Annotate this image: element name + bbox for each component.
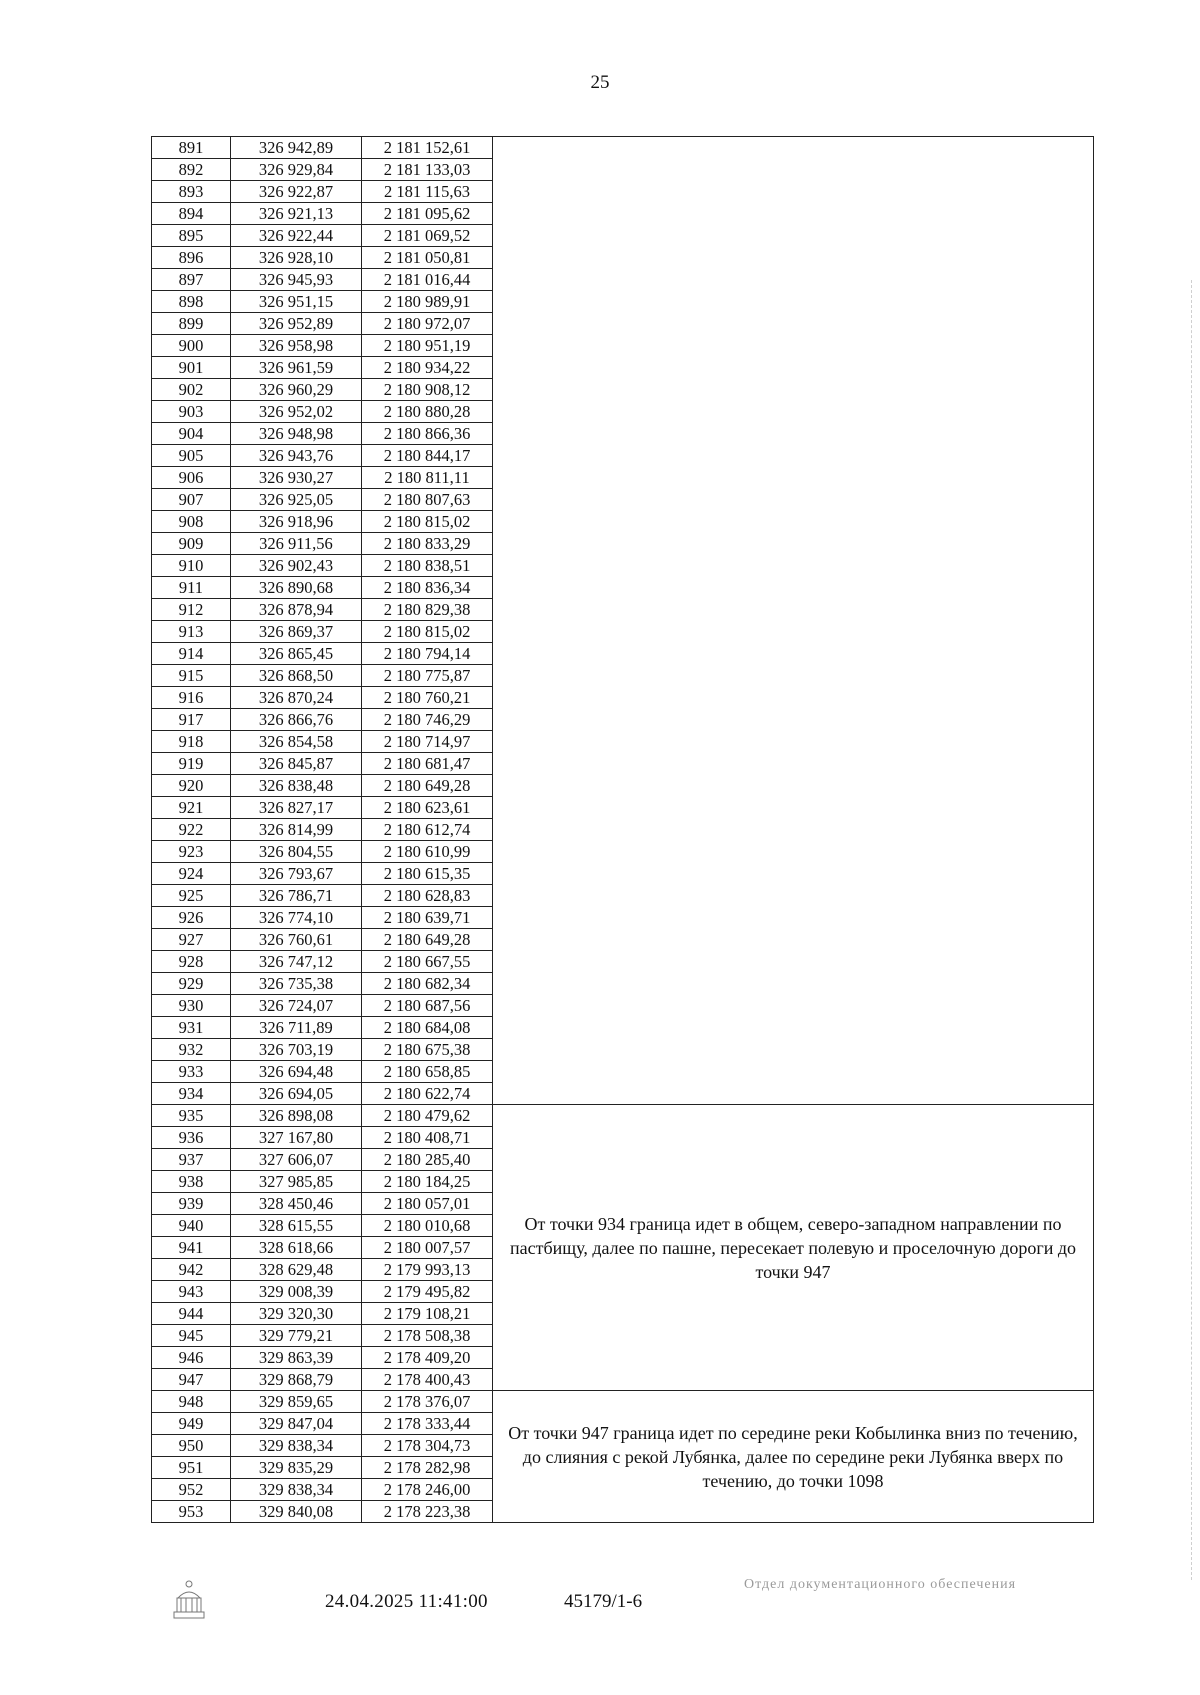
point-number-cell: 898 xyxy=(152,291,231,313)
x-coordinate-cell: 326 890,68 xyxy=(231,577,362,599)
point-number-cell: 910 xyxy=(152,555,231,577)
point-number-cell: 926 xyxy=(152,907,231,929)
boundary-description: От точки 947 граница идет по середине реки Кобылинка вниз по течению, до слияния с рекой Лубянка, далее по середине реки Лубянка вверх по течению, до точки 1098 xyxy=(493,1391,1094,1523)
point-number-cell: 903 xyxy=(152,401,231,423)
x-coordinate-cell: 326 929,84 xyxy=(231,159,362,181)
y-coordinate-cell: 2 180 479,62 xyxy=(362,1105,493,1127)
x-coordinate-cell: 326 845,87 xyxy=(231,753,362,775)
y-coordinate-cell: 2 180 682,34 xyxy=(362,973,493,995)
y-coordinate-cell: 2 178 409,20 xyxy=(362,1347,493,1369)
point-number-cell: 942 xyxy=(152,1259,231,1281)
y-coordinate-cell: 2 180 746,29 xyxy=(362,709,493,731)
x-coordinate-cell: 326 922,87 xyxy=(231,181,362,203)
x-coordinate-cell: 326 930,27 xyxy=(231,467,362,489)
x-coordinate-cell: 326 952,89 xyxy=(231,313,362,335)
y-coordinate-cell: 2 180 811,11 xyxy=(362,467,493,489)
point-number-cell: 899 xyxy=(152,313,231,335)
point-number-cell: 917 xyxy=(152,709,231,731)
y-coordinate-cell: 2 179 108,21 xyxy=(362,1303,493,1325)
x-coordinate-cell: 327 985,85 xyxy=(231,1171,362,1193)
y-coordinate-cell: 2 180 833,29 xyxy=(362,533,493,555)
point-number-cell: 894 xyxy=(152,203,231,225)
x-coordinate-cell: 327 167,80 xyxy=(231,1127,362,1149)
point-number-cell: 911 xyxy=(152,577,231,599)
y-coordinate-cell: 2 180 649,28 xyxy=(362,775,493,797)
y-coordinate-cell: 2 178 400,43 xyxy=(362,1369,493,1391)
x-coordinate-cell: 329 320,30 xyxy=(231,1303,362,1325)
point-number-cell: 923 xyxy=(152,841,231,863)
point-number-cell: 892 xyxy=(152,159,231,181)
y-coordinate-cell: 2 179 993,13 xyxy=(362,1259,493,1281)
y-coordinate-cell: 2 180 681,47 xyxy=(362,753,493,775)
y-coordinate-cell: 2 180 815,02 xyxy=(362,621,493,643)
y-coordinate-cell: 2 180 989,91 xyxy=(362,291,493,313)
table-row xyxy=(152,1391,1094,1413)
point-number-cell: 908 xyxy=(152,511,231,533)
y-coordinate-cell: 2 180 408,71 xyxy=(362,1127,493,1149)
y-coordinate-cell: 2 180 934,22 xyxy=(362,357,493,379)
y-coordinate-cell: 2 180 908,12 xyxy=(362,379,493,401)
x-coordinate-cell: 326 925,05 xyxy=(231,489,362,511)
y-coordinate-cell: 2 180 836,34 xyxy=(362,577,493,599)
point-number-cell: 936 xyxy=(152,1127,231,1149)
emblem-icon xyxy=(172,1578,206,1622)
point-number-cell: 901 xyxy=(152,357,231,379)
point-number-cell: 928 xyxy=(152,951,231,973)
point-number-cell: 925 xyxy=(152,885,231,907)
boundary-description xyxy=(493,137,1094,1105)
x-coordinate-cell: 326 838,48 xyxy=(231,775,362,797)
point-number-cell: 927 xyxy=(152,929,231,951)
y-coordinate-cell: 2 178 223,38 xyxy=(362,1501,493,1523)
point-number-cell: 947 xyxy=(152,1369,231,1391)
y-coordinate-cell: 2 180 684,08 xyxy=(362,1017,493,1039)
x-coordinate-cell: 326 922,44 xyxy=(231,225,362,247)
point-number-cell: 915 xyxy=(152,665,231,687)
x-coordinate-cell: 329 859,65 xyxy=(231,1391,362,1413)
y-coordinate-cell: 2 180 057,01 xyxy=(362,1193,493,1215)
point-number-cell: 934 xyxy=(152,1083,231,1105)
point-number-cell: 948 xyxy=(152,1391,231,1413)
y-coordinate-cell: 2 180 829,38 xyxy=(362,599,493,621)
footer-datetime: 24.04.2025 11:41:00 xyxy=(325,1591,488,1612)
x-coordinate-cell: 326 878,94 xyxy=(231,599,362,621)
point-number-cell: 919 xyxy=(152,753,231,775)
y-coordinate-cell: 2 178 333,44 xyxy=(362,1413,493,1435)
point-number-cell: 914 xyxy=(152,643,231,665)
point-number-cell: 939 xyxy=(152,1193,231,1215)
y-coordinate-cell: 2 180 667,55 xyxy=(362,951,493,973)
x-coordinate-cell: 326 869,37 xyxy=(231,621,362,643)
table-row xyxy=(152,137,1094,159)
x-coordinate-cell: 326 694,05 xyxy=(231,1083,362,1105)
x-coordinate-cell: 326 958,98 xyxy=(231,335,362,357)
table-row xyxy=(152,1105,1094,1127)
point-number-cell: 931 xyxy=(152,1017,231,1039)
x-coordinate-cell: 326 942,89 xyxy=(231,137,362,159)
y-coordinate-cell: 2 178 508,38 xyxy=(362,1325,493,1347)
y-coordinate-cell: 2 180 880,28 xyxy=(362,401,493,423)
x-coordinate-cell: 326 747,12 xyxy=(231,951,362,973)
x-coordinate-cell: 326 814,99 xyxy=(231,819,362,841)
point-number-cell: 891 xyxy=(152,137,231,159)
y-coordinate-cell: 2 180 658,85 xyxy=(362,1061,493,1083)
y-coordinate-cell: 2 180 639,71 xyxy=(362,907,493,929)
x-coordinate-cell: 329 838,34 xyxy=(231,1435,362,1457)
x-coordinate-cell: 326 865,45 xyxy=(231,643,362,665)
x-coordinate-cell: 326 724,07 xyxy=(231,995,362,1017)
point-number-cell: 902 xyxy=(152,379,231,401)
y-coordinate-cell: 2 178 246,00 xyxy=(362,1479,493,1501)
point-number-cell: 905 xyxy=(152,445,231,467)
point-number-cell: 904 xyxy=(152,423,231,445)
point-number-cell: 941 xyxy=(152,1237,231,1259)
y-coordinate-cell: 2 180 649,28 xyxy=(362,929,493,951)
x-coordinate-cell: 326 711,89 xyxy=(231,1017,362,1039)
x-coordinate-cell: 329 008,39 xyxy=(231,1281,362,1303)
footer-department: Отдел документационного обеспечения xyxy=(743,1577,1017,1592)
point-number-cell: 945 xyxy=(152,1325,231,1347)
x-coordinate-cell: 326 960,29 xyxy=(231,379,362,401)
point-number-cell: 950 xyxy=(152,1435,231,1457)
point-number-cell: 906 xyxy=(152,467,231,489)
x-coordinate-cell: 326 952,02 xyxy=(231,401,362,423)
x-coordinate-cell: 326 870,24 xyxy=(231,687,362,709)
y-coordinate-cell: 2 181 095,62 xyxy=(362,203,493,225)
point-number-cell: 929 xyxy=(152,973,231,995)
y-coordinate-cell: 2 180 687,56 xyxy=(362,995,493,1017)
x-coordinate-cell: 326 898,08 xyxy=(231,1105,362,1127)
y-coordinate-cell: 2 180 010,68 xyxy=(362,1215,493,1237)
x-coordinate-cell: 326 793,67 xyxy=(231,863,362,885)
x-coordinate-cell: 329 835,29 xyxy=(231,1457,362,1479)
y-coordinate-cell: 2 181 069,52 xyxy=(362,225,493,247)
x-coordinate-cell: 326 774,10 xyxy=(231,907,362,929)
y-coordinate-cell: 2 180 807,63 xyxy=(362,489,493,511)
x-coordinate-cell: 326 827,17 xyxy=(231,797,362,819)
x-coordinate-cell: 326 760,61 xyxy=(231,929,362,951)
y-coordinate-cell: 2 180 675,38 xyxy=(362,1039,493,1061)
point-number-cell: 920 xyxy=(152,775,231,797)
y-coordinate-cell: 2 180 610,99 xyxy=(362,841,493,863)
y-coordinate-cell: 2 179 495,82 xyxy=(362,1281,493,1303)
y-coordinate-cell: 2 180 285,40 xyxy=(362,1149,493,1171)
x-coordinate-cell: 326 948,98 xyxy=(231,423,362,445)
x-coordinate-cell: 326 735,38 xyxy=(231,973,362,995)
point-number-cell: 896 xyxy=(152,247,231,269)
x-coordinate-cell: 326 703,19 xyxy=(231,1039,362,1061)
point-number-cell: 913 xyxy=(152,621,231,643)
point-number-cell: 938 xyxy=(152,1171,231,1193)
y-coordinate-cell: 2 180 972,07 xyxy=(362,313,493,335)
x-coordinate-cell: 326 961,59 xyxy=(231,357,362,379)
x-coordinate-cell: 326 911,56 xyxy=(231,533,362,555)
point-number-cell: 952 xyxy=(152,1479,231,1501)
x-coordinate-cell: 328 615,55 xyxy=(231,1215,362,1237)
x-coordinate-cell: 329 868,79 xyxy=(231,1369,362,1391)
x-coordinate-cell: 329 863,39 xyxy=(231,1347,362,1369)
x-coordinate-cell: 329 840,08 xyxy=(231,1501,362,1523)
y-coordinate-cell: 2 181 152,61 xyxy=(362,137,493,159)
y-coordinate-cell: 2 180 007,57 xyxy=(362,1237,493,1259)
point-number-cell: 932 xyxy=(152,1039,231,1061)
point-number-cell: 897 xyxy=(152,269,231,291)
point-number-cell: 949 xyxy=(152,1413,231,1435)
point-number-cell: 900 xyxy=(152,335,231,357)
y-coordinate-cell: 2 180 838,51 xyxy=(362,555,493,577)
y-coordinate-cell: 2 180 760,21 xyxy=(362,687,493,709)
y-coordinate-cell: 2 180 714,97 xyxy=(362,731,493,753)
x-coordinate-cell: 328 618,66 xyxy=(231,1237,362,1259)
y-coordinate-cell: 2 180 615,35 xyxy=(362,863,493,885)
point-number-cell: 943 xyxy=(152,1281,231,1303)
x-coordinate-cell: 329 838,34 xyxy=(231,1479,362,1501)
x-coordinate-cell: 329 779,21 xyxy=(231,1325,362,1347)
x-coordinate-cell: 326 902,43 xyxy=(231,555,362,577)
y-coordinate-cell: 2 180 612,74 xyxy=(362,819,493,841)
boundary-description: От точки 934 граница идет в общем, северо-западном направлении по пастбищу, далее по пашне, пересекает полевую и проселочную дороги до точки 947 xyxy=(493,1105,1094,1391)
y-coordinate-cell: 2 180 622,74 xyxy=(362,1083,493,1105)
y-coordinate-cell: 2 181 050,81 xyxy=(362,247,493,269)
point-number-cell: 953 xyxy=(152,1501,231,1523)
x-coordinate-cell: 326 786,71 xyxy=(231,885,362,907)
point-number-cell: 946 xyxy=(152,1347,231,1369)
y-coordinate-cell: 2 180 815,02 xyxy=(362,511,493,533)
scan-artifact-line xyxy=(1189,280,1192,1580)
x-coordinate-cell: 327 606,07 xyxy=(231,1149,362,1171)
point-number-cell: 930 xyxy=(152,995,231,1017)
point-number-cell: 909 xyxy=(152,533,231,555)
x-coordinate-cell: 326 868,50 xyxy=(231,665,362,687)
x-coordinate-cell: 326 694,48 xyxy=(231,1061,362,1083)
point-number-cell: 918 xyxy=(152,731,231,753)
x-coordinate-cell: 326 866,76 xyxy=(231,709,362,731)
y-coordinate-cell: 2 180 844,17 xyxy=(362,445,493,467)
point-number-cell: 933 xyxy=(152,1061,231,1083)
point-number-cell: 922 xyxy=(152,819,231,841)
point-number-cell: 912 xyxy=(152,599,231,621)
x-coordinate-cell: 328 629,48 xyxy=(231,1259,362,1281)
point-number-cell: 937 xyxy=(152,1149,231,1171)
x-coordinate-cell: 326 918,96 xyxy=(231,511,362,533)
point-number-cell: 921 xyxy=(152,797,231,819)
y-coordinate-cell: 2 180 794,14 xyxy=(362,643,493,665)
y-coordinate-cell: 2 181 133,03 xyxy=(362,159,493,181)
point-number-cell: 924 xyxy=(152,863,231,885)
y-coordinate-cell: 2 180 951,19 xyxy=(362,335,493,357)
x-coordinate-cell: 329 847,04 xyxy=(231,1413,362,1435)
y-coordinate-cell: 2 180 775,87 xyxy=(362,665,493,687)
x-coordinate-cell: 326 921,13 xyxy=(231,203,362,225)
point-number-cell: 895 xyxy=(152,225,231,247)
x-coordinate-cell: 326 804,55 xyxy=(231,841,362,863)
x-coordinate-cell: 326 945,93 xyxy=(231,269,362,291)
y-coordinate-cell: 2 181 115,63 xyxy=(362,181,493,203)
point-number-cell: 916 xyxy=(152,687,231,709)
x-coordinate-cell: 326 928,10 xyxy=(231,247,362,269)
point-number-cell: 907 xyxy=(152,489,231,511)
x-coordinate-cell: 326 951,15 xyxy=(231,291,362,313)
page-number: 25 xyxy=(590,72,610,93)
footer-document-id: 45179/1-6 xyxy=(564,1591,643,1612)
y-coordinate-cell: 2 180 184,25 xyxy=(362,1171,493,1193)
point-number-cell: 951 xyxy=(152,1457,231,1479)
y-coordinate-cell: 2 178 282,98 xyxy=(362,1457,493,1479)
y-coordinate-cell: 2 180 866,36 xyxy=(362,423,493,445)
y-coordinate-cell: 2 180 623,61 xyxy=(362,797,493,819)
point-number-cell: 893 xyxy=(152,181,231,203)
x-coordinate-cell: 326 943,76 xyxy=(231,445,362,467)
y-coordinate-cell: 2 181 016,44 xyxy=(362,269,493,291)
y-coordinate-cell: 2 180 628,83 xyxy=(362,885,493,907)
x-coordinate-cell: 326 854,58 xyxy=(231,731,362,753)
point-number-cell: 944 xyxy=(152,1303,231,1325)
y-coordinate-cell: 2 178 304,73 xyxy=(362,1435,493,1457)
x-coordinate-cell: 328 450,46 xyxy=(231,1193,362,1215)
y-coordinate-cell: 2 178 376,07 xyxy=(362,1391,493,1413)
coordinates-table xyxy=(151,136,1094,1523)
point-number-cell: 935 xyxy=(152,1105,231,1127)
point-number-cell: 940 xyxy=(152,1215,231,1237)
